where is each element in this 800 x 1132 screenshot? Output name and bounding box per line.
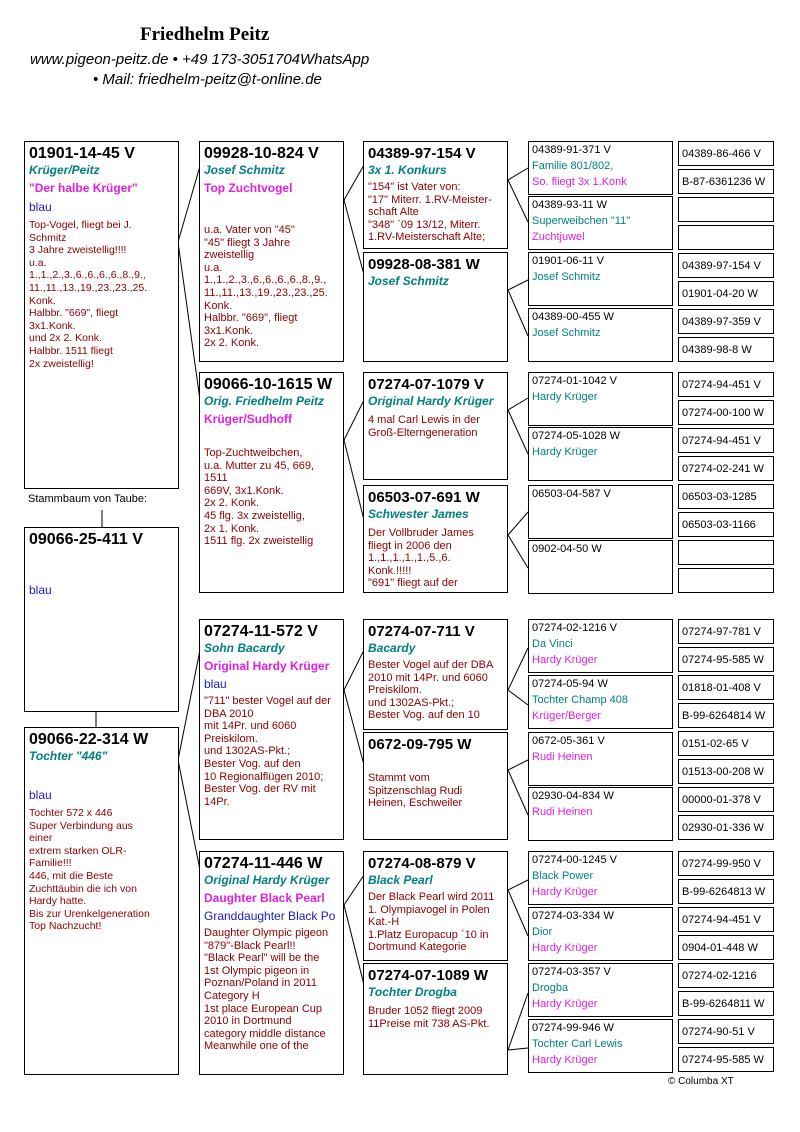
g3-ring: 0902-04-50 W — [532, 543, 602, 555]
g4-cell[interactable] — [678, 225, 774, 250]
g3-note: Rudi Heinen — [532, 806, 593, 818]
g3-card[interactable] — [528, 851, 673, 905]
ggp-line: Black Pearl — [368, 873, 433, 887]
g4-cell[interactable]: 07274-02-241 W — [678, 456, 774, 481]
g4-cell[interactable]: 0904-01-448 W — [678, 935, 774, 960]
g3-line: Josef Schmitz — [532, 271, 601, 283]
g4-cell[interactable]: 04389-98-8 W — [678, 337, 774, 362]
subject-label: Stammbaum von Taube: — [28, 493, 148, 505]
g4-cell[interactable]: 07274-94-451 V — [678, 907, 774, 932]
g4-cell[interactable]: 04389-97-359 V — [678, 309, 774, 334]
g4-cell[interactable]: 01818-01-408 V — [678, 675, 774, 700]
grandparent-fm-card[interactable] — [199, 372, 344, 593]
g3-ring: 02930-04-834 W — [532, 790, 614, 802]
g4-cell[interactable]: B-99-6264811 W — [678, 991, 774, 1016]
g3-card[interactable] — [528, 308, 673, 362]
ggp-notes: Bester Vogel auf der DBA 2010 mit 14Pr. und 6060 Preiskilom. und 1302AS-Pkt.; Bester Vog. auf den 10 — [368, 659, 494, 722]
grandparent-mm-card[interactable] — [199, 851, 344, 1075]
g4-cell[interactable]: 07274-95-585 W — [678, 1047, 774, 1072]
g4-cell[interactable]: 07274-90-51 V — [678, 1019, 774, 1044]
g4-cell[interactable]: 07274-95-585 W — [678, 647, 774, 672]
ggp-line: Tochter Drogba — [368, 985, 457, 999]
ggp-notes: Der Black Pearl wird 2011 1. Olympiavogel in Polen Kat.-H 1.Platz Europacup `10 in Dortmund Kategorie — [368, 891, 495, 954]
g4-cell[interactable] — [678, 568, 774, 593]
g3-ring: 07274-02-1216 V — [532, 622, 618, 634]
g3-card[interactable] — [528, 907, 673, 961]
g3-note: Zuchtjuwel — [532, 231, 585, 243]
ggp-ring: 09928-08-381 W — [368, 256, 480, 273]
g3-card[interactable] — [528, 141, 673, 195]
g3-ring: 07274-99-946 W — [532, 1022, 614, 1034]
g3-card[interactable] — [528, 540, 673, 594]
ggp-notes: 4 mal Carl Lewis in der Groß-Elterngeneration — [368, 414, 480, 439]
grandparent-ff-card[interactable] — [199, 141, 344, 362]
ggp-card-4[interactable] — [363, 485, 508, 593]
g4-cell[interactable] — [678, 197, 774, 222]
g3-line: Tochter Carl Lewis — [532, 1038, 623, 1050]
g4-cell[interactable]: B-87-6361236 W — [678, 169, 774, 194]
g3-card[interactable] — [528, 196, 673, 250]
g4-cell[interactable]: B-99-6264813 W — [678, 879, 774, 904]
ggp-ring: 04389-97-154 V — [368, 145, 476, 162]
g3-ring: 07274-01-1042 V — [532, 375, 618, 387]
g3-note: Hardy Krüger — [532, 1054, 598, 1066]
g3-note: So. fliegt 3x 1.Konk — [532, 176, 627, 188]
grandparent-ring: 07274-11-572 V — [204, 623, 318, 640]
grandparent-notes: u.a. Vater von "45" "45" fliegt 3 Jahre zweistellig u.a. 1.,1.,2.,3.,6.,6.,6.,6.,8.,9., 11.,11.,13.,19.,23.,23.,25. Konk. Halbbr. "669", fliegt 3x1.Konk. 2x 2. Konk. — [204, 224, 328, 350]
subject-card[interactable] — [24, 527, 179, 712]
g3-ring: 07274-05-94 W — [532, 678, 608, 690]
ggp-notes: Stammt vom Spitzenschlag Rudi Heinen, Eschweiler — [368, 772, 463, 810]
g3-note: Krüger/Berger — [532, 710, 602, 722]
g3-ring: 04389-00-455 W — [532, 311, 614, 323]
ggp-ring: 06503-07-691 W — [368, 489, 480, 506]
mother-card[interactable] — [24, 727, 179, 1075]
g4-cell[interactable]: 00000-01-378 V — [678, 787, 774, 812]
grandparent-ring: 07274-11-446 W — [204, 855, 323, 872]
g3-note: Rudi Heinen — [532, 751, 593, 763]
ggp-ring: 0672-09-795 W — [368, 736, 472, 753]
g3-card[interactable] — [528, 675, 673, 729]
g3-card[interactable] — [528, 372, 673, 426]
ggp-card-7[interactable] — [363, 851, 508, 961]
grandparent-name: Original Hardy Krüger — [204, 659, 330, 673]
contact-line-2: • Mail: friedhelm-peitz@t-online.de — [93, 71, 322, 88]
g3-card[interactable] — [528, 252, 673, 306]
ggp-card-1[interactable] — [363, 141, 508, 249]
g3-line: Familie 801/802, — [532, 160, 614, 172]
g3-card[interactable] — [528, 732, 673, 786]
g3-line: Superweibchen "11" — [532, 215, 631, 227]
grandparent-line: Josef Schmitz — [204, 163, 285, 177]
g3-card[interactable] — [528, 427, 673, 481]
ggp-line: Josef Schmitz — [368, 274, 449, 288]
g3-line: Dior — [532, 926, 553, 938]
ggp-ring: 07274-08-879 V — [368, 855, 476, 872]
g3-card[interactable] — [528, 485, 673, 539]
g3-card[interactable] — [528, 963, 673, 1017]
father-line: Krüger/Peitz — [29, 163, 100, 177]
g3-note: Hardy Krüger — [532, 998, 598, 1010]
ggp-card-5[interactable] — [363, 619, 508, 730]
grandparent-ring: 09928-10-824 V — [204, 145, 319, 162]
g4-cell[interactable]: 07274-02-1216 — [678, 963, 774, 988]
g3-line: Da Vinci — [532, 638, 573, 650]
ggp-line: 3x 1. Konkurs — [368, 163, 447, 177]
grandparent-ring: 09066-10-1615 W — [204, 376, 333, 393]
father-name: "Der halbe Krüger" — [29, 181, 138, 195]
ggp-ring: 07274-07-1089 W — [368, 967, 489, 984]
g3-ring: 07274-03-357 V — [532, 966, 611, 978]
grandparent-notes: Top-Zuchtweibchen, u.a. Mutter zu 45, 669, 1511 669V, 3x1.Konk. 2x 2. Konk. 45 flg. 3x zweistellig, 2x 1. Konk. 1511 flg. 2x zweistellig — [204, 447, 315, 548]
g4-cell[interactable]: 06503-03-1166 — [678, 512, 774, 537]
g3-note: Hardy Krüger — [532, 886, 598, 898]
mother-color: blau — [29, 788, 52, 802]
ggp-line: Original Hardy Krüger — [368, 394, 494, 408]
g3-line: Drogba — [532, 982, 569, 994]
g3-ring: 07274-03-334 W — [532, 910, 614, 922]
g4-cell[interactable]: 07274-94-451 V — [678, 428, 774, 453]
g4-cell[interactable] — [678, 540, 774, 565]
mother-notes: Tochter 572 x 446 Super Verbindung aus einer extrem starken OLR- Familie!!! 446, mit die Beste Zuchttäubin die ich von Hardy hatte. Bis zur Urenkelgeneration Top Nachzucht! — [29, 807, 150, 933]
g3-ring: 07274-05-1028 W — [532, 430, 621, 442]
father-notes: Top-Vogel, fliegt bei J. Schmitz 3 Jahre zweistellig!!!! u.a. 1.,1.,2.,3.,6.,6.,6.,6.,8.,9., 11.,11.,13.,19.,23.,23.,25. Konk. Halbbr. "669", fliegt 3x1.Konk. und 2x 2. Konk. Halbbr. 1511 fliegt 2x zweistellig! — [29, 219, 148, 370]
ggp-card-6[interactable] — [363, 732, 508, 840]
g3-ring: 01901-06-11 V — [532, 255, 604, 267]
g3-note: Hardy Krüger — [532, 942, 598, 954]
ggp-card-3[interactable] — [363, 372, 508, 480]
g4-cell[interactable]: 07274-97-781 V — [678, 619, 774, 644]
g4-cell[interactable]: 06503-03-1285 — [678, 484, 774, 509]
g3-ring: 07274-00-1245 V — [532, 854, 618, 866]
g3-ring: 0672-05-361 V — [532, 735, 605, 747]
ggp-notes: "154" ist Vater von: "17" Miterr. 1.RV-Meister- schaft Alte "348" `09 13/12, Miterr. 1.RV-Meisterschaft Alte; — [368, 181, 492, 244]
grandparent-color: blau — [204, 677, 227, 691]
ggp-card-8[interactable] — [363, 963, 508, 1075]
grandparent-line: Orig. Friedhelm Peitz — [204, 394, 325, 408]
g3-line: Hardy Krüger — [532, 446, 598, 458]
grandparent-name: Top Zuchtvogel — [204, 181, 293, 195]
g3-line: Black Power — [532, 870, 594, 882]
g3-card[interactable] — [528, 1019, 673, 1073]
grandparent-line: Original Hardy Krüger — [204, 873, 330, 887]
g4-cell[interactable]: 01901-04-20 W — [678, 281, 774, 306]
ggp-notes: Der Vollbruder James fliegt in 2006 den 1.,1.,1.,1.,1.,5.,6. Konk.!!!!! "691" fliegt auf der — [368, 527, 474, 590]
g4-cell[interactable]: 07274-94-451 V — [678, 372, 774, 397]
g3-line: Tochter Champ 408 — [532, 694, 628, 706]
g3-card[interactable] — [528, 787, 673, 841]
grandparent-notes: Daughter Olympic pigeon "879"-Black Pearl!! "Black Pearl" will be the 1st Olympic pigeon in Poznan/Poland in 2011 Category H 1st place European Cup 2010 in Dortmund category middle distance Meanwhile one of the — [204, 927, 329, 1053]
grandparent-line: Sohn Bacardy — [204, 641, 285, 655]
g3-line: Hardy Krüger — [532, 391, 598, 403]
breeder-name: Friedhelm Peitz — [140, 24, 270, 45]
ggp-ring: 07274-07-711 V — [368, 623, 475, 640]
mother-line: Tochter "446" — [29, 749, 108, 763]
father-color: blau — [29, 200, 52, 214]
footer-copyright: © Columba XT — [668, 1076, 734, 1087]
g3-ring: 04389-93-11 W — [532, 199, 608, 211]
g4-cell[interactable]: 04389-97-154 V — [678, 253, 774, 278]
g3-ring: 04389-91-371 V — [532, 144, 611, 156]
g4-cell[interactable]: 07274-00-100 W — [678, 400, 774, 425]
grandparent-notes: "711" bester Vogel auf der DBA 2010 mit 14Pr. und 6060 Preiskilom. und 1302AS-Pkt.; Bester Vog. auf den 10 Regionalflügen 2010; Bester Vog. der RV mit 14Pr. — [204, 695, 331, 808]
g4-cell[interactable]: B-99-6264814 W — [678, 703, 774, 728]
ggp-card-2[interactable] — [363, 252, 508, 362]
grandparent-name: Krüger/Sudhoff — [204, 412, 292, 426]
g4-cell[interactable]: 0151-02-65 V — [678, 731, 774, 756]
g3-ring: 06503-04-587 V — [532, 488, 611, 500]
subject-color: blau — [29, 583, 52, 597]
father-card[interactable] — [24, 141, 179, 489]
subject-ring: 09066-25-411 V — [29, 531, 143, 548]
g3-line: Josef Schmitz — [532, 327, 601, 339]
ggp-line: Schwester James — [368, 507, 469, 521]
ggp-line: Bacardy — [368, 641, 416, 655]
ggp-notes: Bruder 1052 fliegt 2009 11Preise mit 738 AS-Pkt. — [368, 1005, 490, 1030]
grandparent-mf-card[interactable] — [199, 619, 344, 840]
contact-line-1: www.pigeon-peitz.de • +49 173-3051704WhatsApp — [30, 51, 370, 68]
g3-card[interactable] — [528, 619, 673, 673]
g4-cell[interactable]: 04389-86-466 V — [678, 141, 774, 166]
g4-cell[interactable]: 01513-00-208 W — [678, 759, 774, 784]
grandparent-name: Daughter Black Pearl — [204, 891, 325, 905]
father-ring: 01901-14-45 V — [29, 145, 135, 162]
grandparent-color: Granddaughter Black Po — [204, 909, 336, 923]
g4-cell[interactable]: 07274-99-950 V — [678, 851, 774, 876]
g4-cell[interactable]: 02930-01-336 W — [678, 815, 774, 840]
g3-note: Hardy Krüger — [532, 654, 598, 666]
mother-ring: 09066-22-314 W — [29, 731, 149, 748]
ggp-ring: 07274-07-1079 V — [368, 376, 484, 393]
